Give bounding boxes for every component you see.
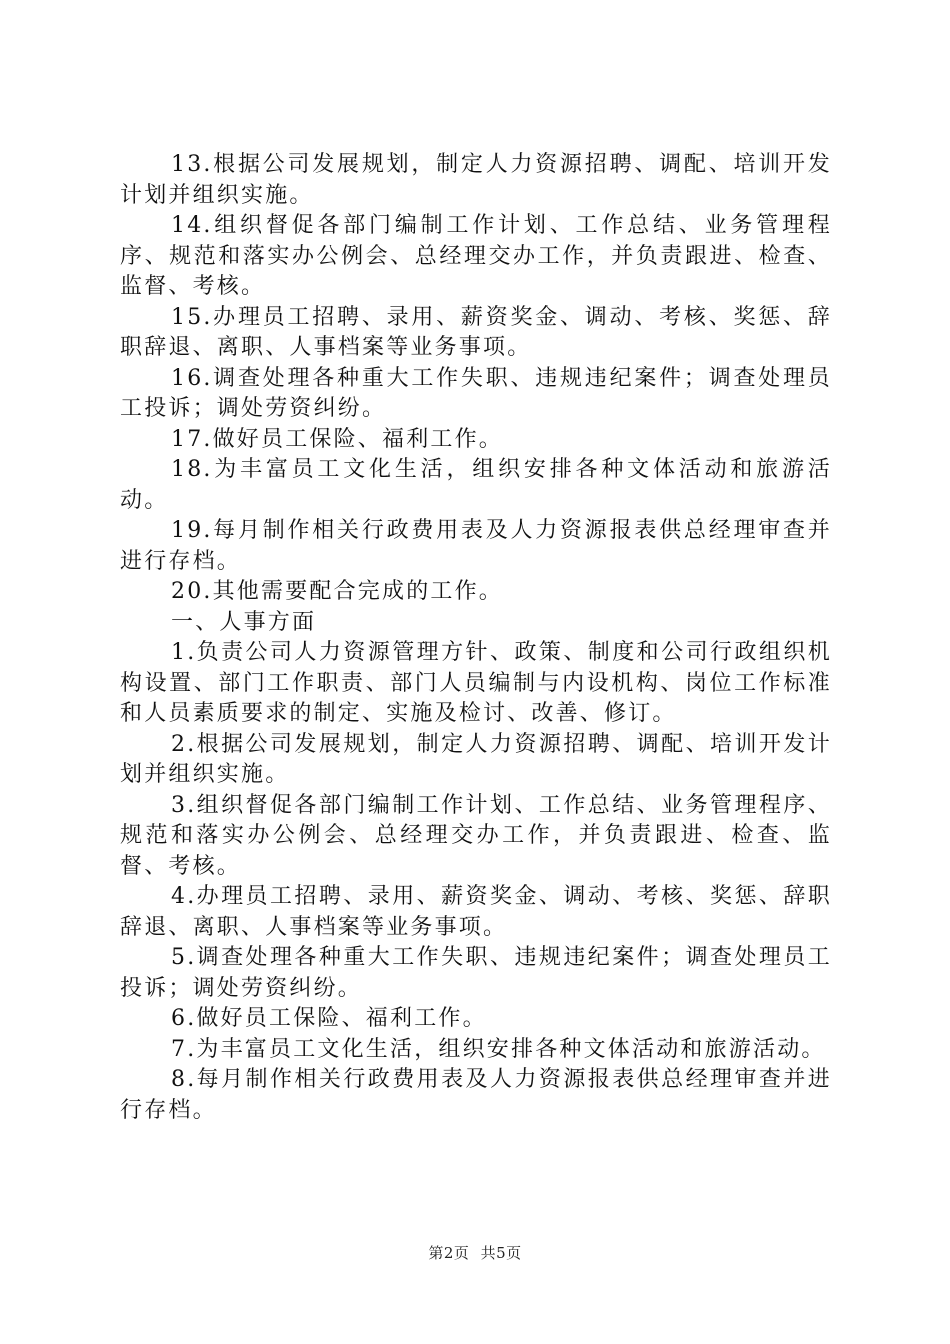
paragraph-8: 8.每月制作相关行政费用表及人力资源报表供总经理审查并进行存档。	[120, 1067, 832, 1123]
paragraph-16: 16.调查处理各种重大工作失职、违规违纪案件；调查处理员工投诉；调处劳资纠纷。	[120, 365, 832, 421]
paragraph-15: 15.办理员工招聘、录用、薪资奖金、调动、考核、奖惩、辞职辞退、离职、人事档案等业务事项。	[120, 304, 832, 360]
paragraph-17: 17.做好员工保险、福利工作。	[171, 426, 503, 452]
page-number-total: 共5页	[480, 1244, 522, 1262]
paragraph-2: 2.根据公司发展规划，制定人力资源招聘、调配、培训开发计划并组织实施。	[120, 731, 832, 787]
paragraph-20: 20.其他需要配合完成的工作。	[171, 579, 503, 604]
paragraph-5: 5.调查处理各种重大工作失职、违规违纪案件；调查处理员工投诉；调处劳资纠纷。	[120, 945, 832, 1001]
paragraph-4: 4.办理员工招聘、录用、薪资奖金、调动、考核、奖惩、辞职辞退、离职、人事档案等业务事项。	[120, 884, 832, 940]
paragraph-3: 3.组织督促各部门编制工作计划、工作总结、业务管理程序、规范和落实办公例会、总经理交办工作，并负责跟进、检查、监督、考核。	[120, 792, 832, 879]
paragraph-14: 14.组织督促各部门编制工作计划、工作总结、业务管理程序、规范和落实办公例会、总经理交办工作，并负责跟进、检查、监督、考核。	[120, 213, 832, 299]
paragraph-7: 7.为丰富员工文化生活，组织安排各种文体活动和旅游活动。	[171, 1036, 826, 1062]
paragraph-6: 6.做好员工保险、福利工作。	[171, 1006, 487, 1031]
paragraph-1: 1.负责公司人力资源管理方针、政策、制度和公司行政组织机构设置、部门工作职责、部门人员编制与内设机构、岗位工作标准和人员素质要求的制定、实施及检讨、改善、修订。	[120, 640, 832, 726]
paragraph-13: 13.根据公司发展规划，制定人力资源招聘、调配、培训开发计划并组织实施。	[120, 152, 832, 208]
page-footer	[0, 1242, 950, 1263]
section-heading-personnel: 一、人事方面	[171, 609, 317, 635]
page-number-current: 第2页	[428, 1244, 470, 1262]
document-body	[120, 150, 832, 1126]
paragraph-18: 18.为丰富员工文化生活，组织安排各种文体活动和旅游活动。	[120, 457, 832, 513]
paragraph-19: 19.每月制作相关行政费用表及人力资源报表供总经理审查并进行存档。	[120, 518, 832, 574]
